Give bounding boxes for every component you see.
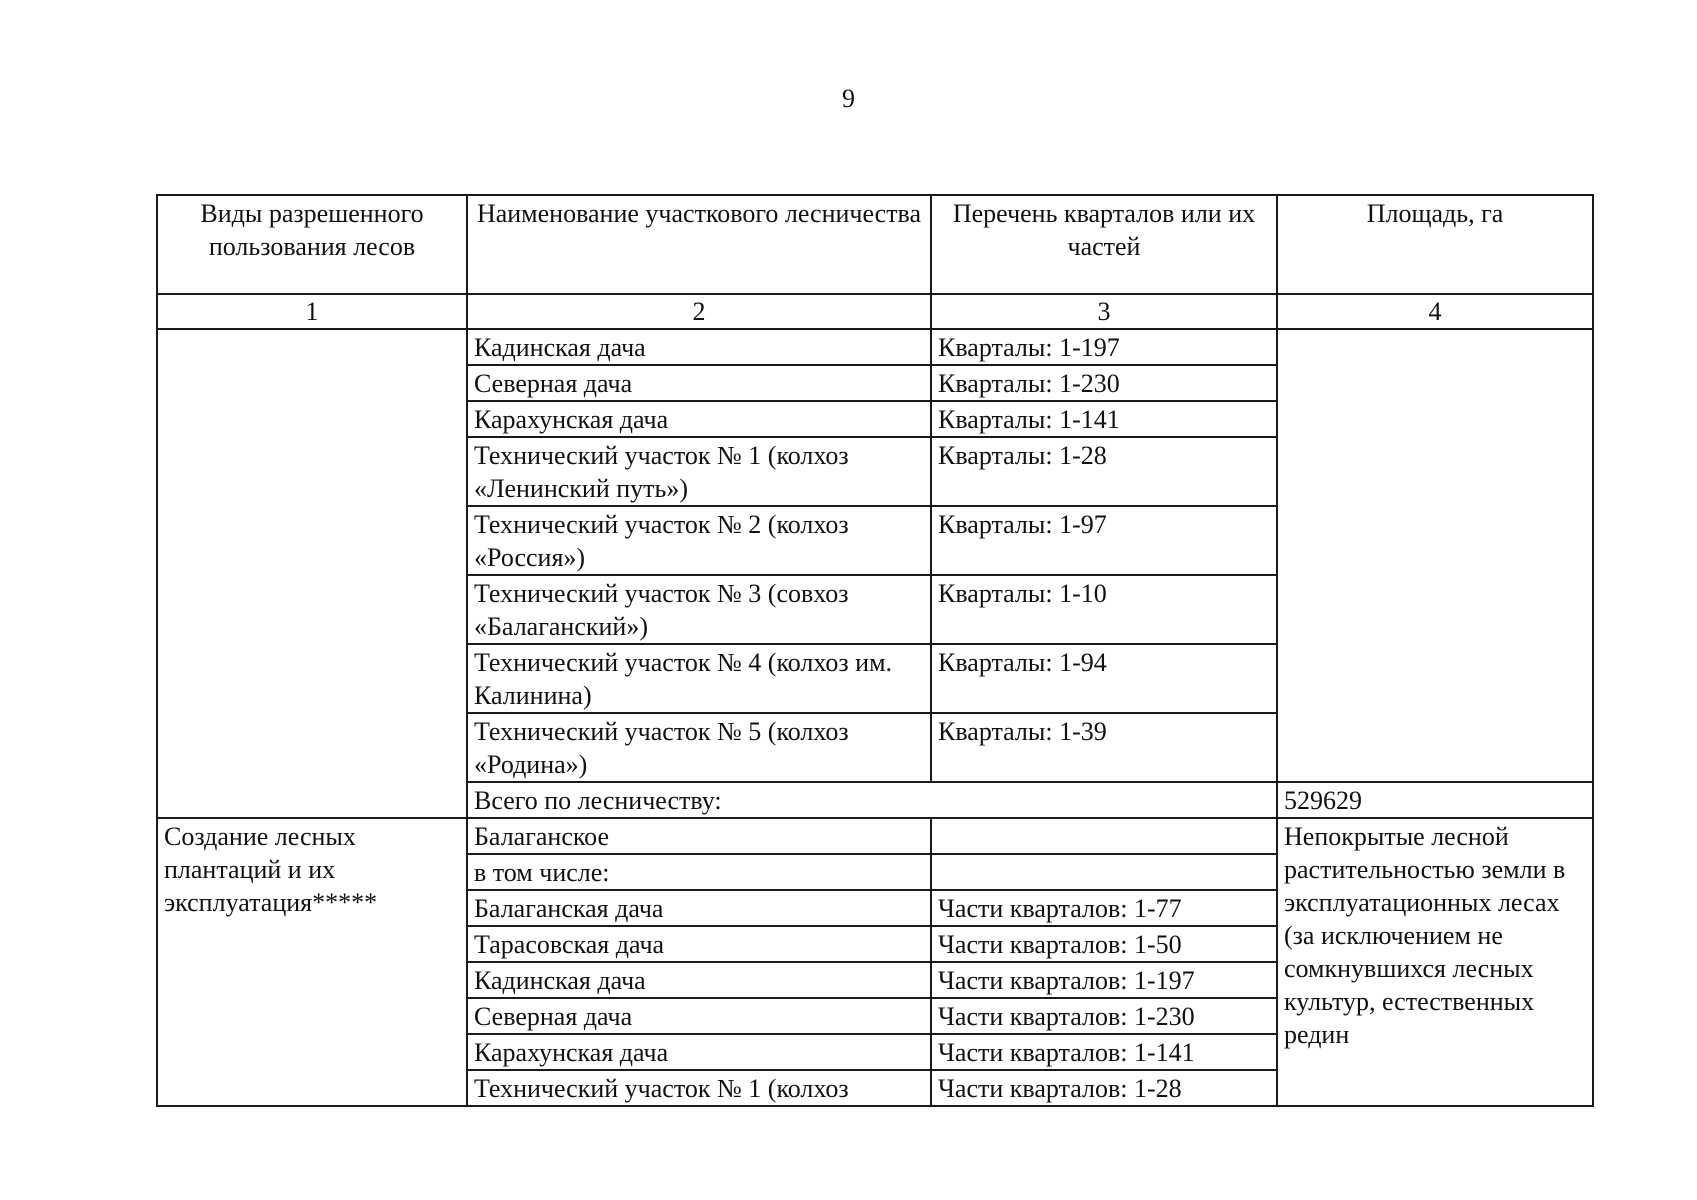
- forestry-name-cell: Технический участок № 1 (колхоз «Ленинский путь»): [467, 437, 931, 506]
- quarters-cell: [931, 818, 1277, 854]
- usage-type-cell: Создание лесных плантаций и их эксплуатация*****: [157, 818, 467, 1106]
- quarters-cell: Кварталы: 1-141: [931, 401, 1277, 437]
- column-number-row: [157, 294, 1593, 329]
- quarters-cell: Части кварталов: 1-77: [931, 890, 1277, 926]
- header-area: Площадь, га: [1277, 195, 1593, 294]
- quarters-cell: Кварталы: 1-94: [931, 644, 1277, 713]
- forestry-name-cell: Северная дача: [467, 998, 931, 1034]
- forestry-name-cell: Технический участок № 3 (совхоз «Балаганский»): [467, 575, 931, 644]
- forestry-name-cell: Технический участок № 1 (колхоз: [467, 1070, 931, 1106]
- header-usage-type: Виды разрешенного пользования лесов: [157, 195, 467, 294]
- forestry-name-cell: в том числе:: [467, 854, 931, 890]
- total-value: 529629: [1277, 782, 1593, 818]
- column-number: 3: [931, 294, 1277, 329]
- area-note-cell: Непокрытые лесной растительностью земли в эксплуатационных лесах (за исключением не сомкнувшихся лесных культур, естественных редин: [1277, 818, 1593, 1106]
- forestry-name-cell: Северная дача: [467, 365, 931, 401]
- forestry-name-cell: Технический участок № 4 (колхоз им. Калинина): [467, 644, 931, 713]
- column-number: 2: [467, 294, 931, 329]
- total-label: Всего по лесничеству:: [467, 782, 1277, 818]
- forestry-name-cell: Кадинская дача: [467, 962, 931, 998]
- quarters-cell: Части кварталов: 1-141: [931, 1034, 1277, 1070]
- quarters-cell: Части кварталов: 1-50: [931, 926, 1277, 962]
- quarters-cell: Кварталы: 1-10: [931, 575, 1277, 644]
- forestry-name-cell: Технический участок № 2 (колхоз «Россия»): [467, 506, 931, 575]
- quarters-cell: Части кварталов: 1-230: [931, 998, 1277, 1034]
- quarters-cell: Кварталы: 1-28: [931, 437, 1277, 506]
- page-number: 9: [842, 84, 855, 113]
- forestry-name-cell: Технический участок № 5 (колхоз «Родина»): [467, 713, 931, 782]
- header-forestry-name: Наименование участкового лесничества: [467, 195, 931, 294]
- forest-usage-table: [156, 194, 1594, 1107]
- area-cell-empty: [1277, 329, 1593, 782]
- forestry-name-cell: Тарасовская дача: [467, 926, 931, 962]
- quarters-cell: Части кварталов: 1-197: [931, 962, 1277, 998]
- header-quarters-list: Перечень кварталов или их частей: [931, 195, 1277, 294]
- quarters-cell: Кварталы: 1-230: [931, 365, 1277, 401]
- quarters-cell: Части кварталов: 1-28: [931, 1070, 1277, 1106]
- quarters-cell: Кварталы: 1-197: [931, 329, 1277, 365]
- quarters-cell: [931, 854, 1277, 890]
- quarters-cell: Кварталы: 1-97: [931, 506, 1277, 575]
- forestry-name-cell: Карахунская дача: [467, 1034, 931, 1070]
- quarters-cell: Кварталы: 1-39: [931, 713, 1277, 782]
- forestry-name-cell: Карахунская дача: [467, 401, 931, 437]
- column-number: 4: [1277, 294, 1593, 329]
- table-header-row: [157, 195, 1593, 294]
- forestry-name-cell: Кадинская дача: [467, 329, 931, 365]
- column-number: 1: [157, 294, 467, 329]
- table-row: [157, 329, 1593, 365]
- forestry-name-cell: Балаганская дача: [467, 890, 931, 926]
- table-row: [157, 818, 1593, 854]
- usage-type-cell-empty: [157, 329, 467, 818]
- forestry-name-cell: Балаганское: [467, 818, 931, 854]
